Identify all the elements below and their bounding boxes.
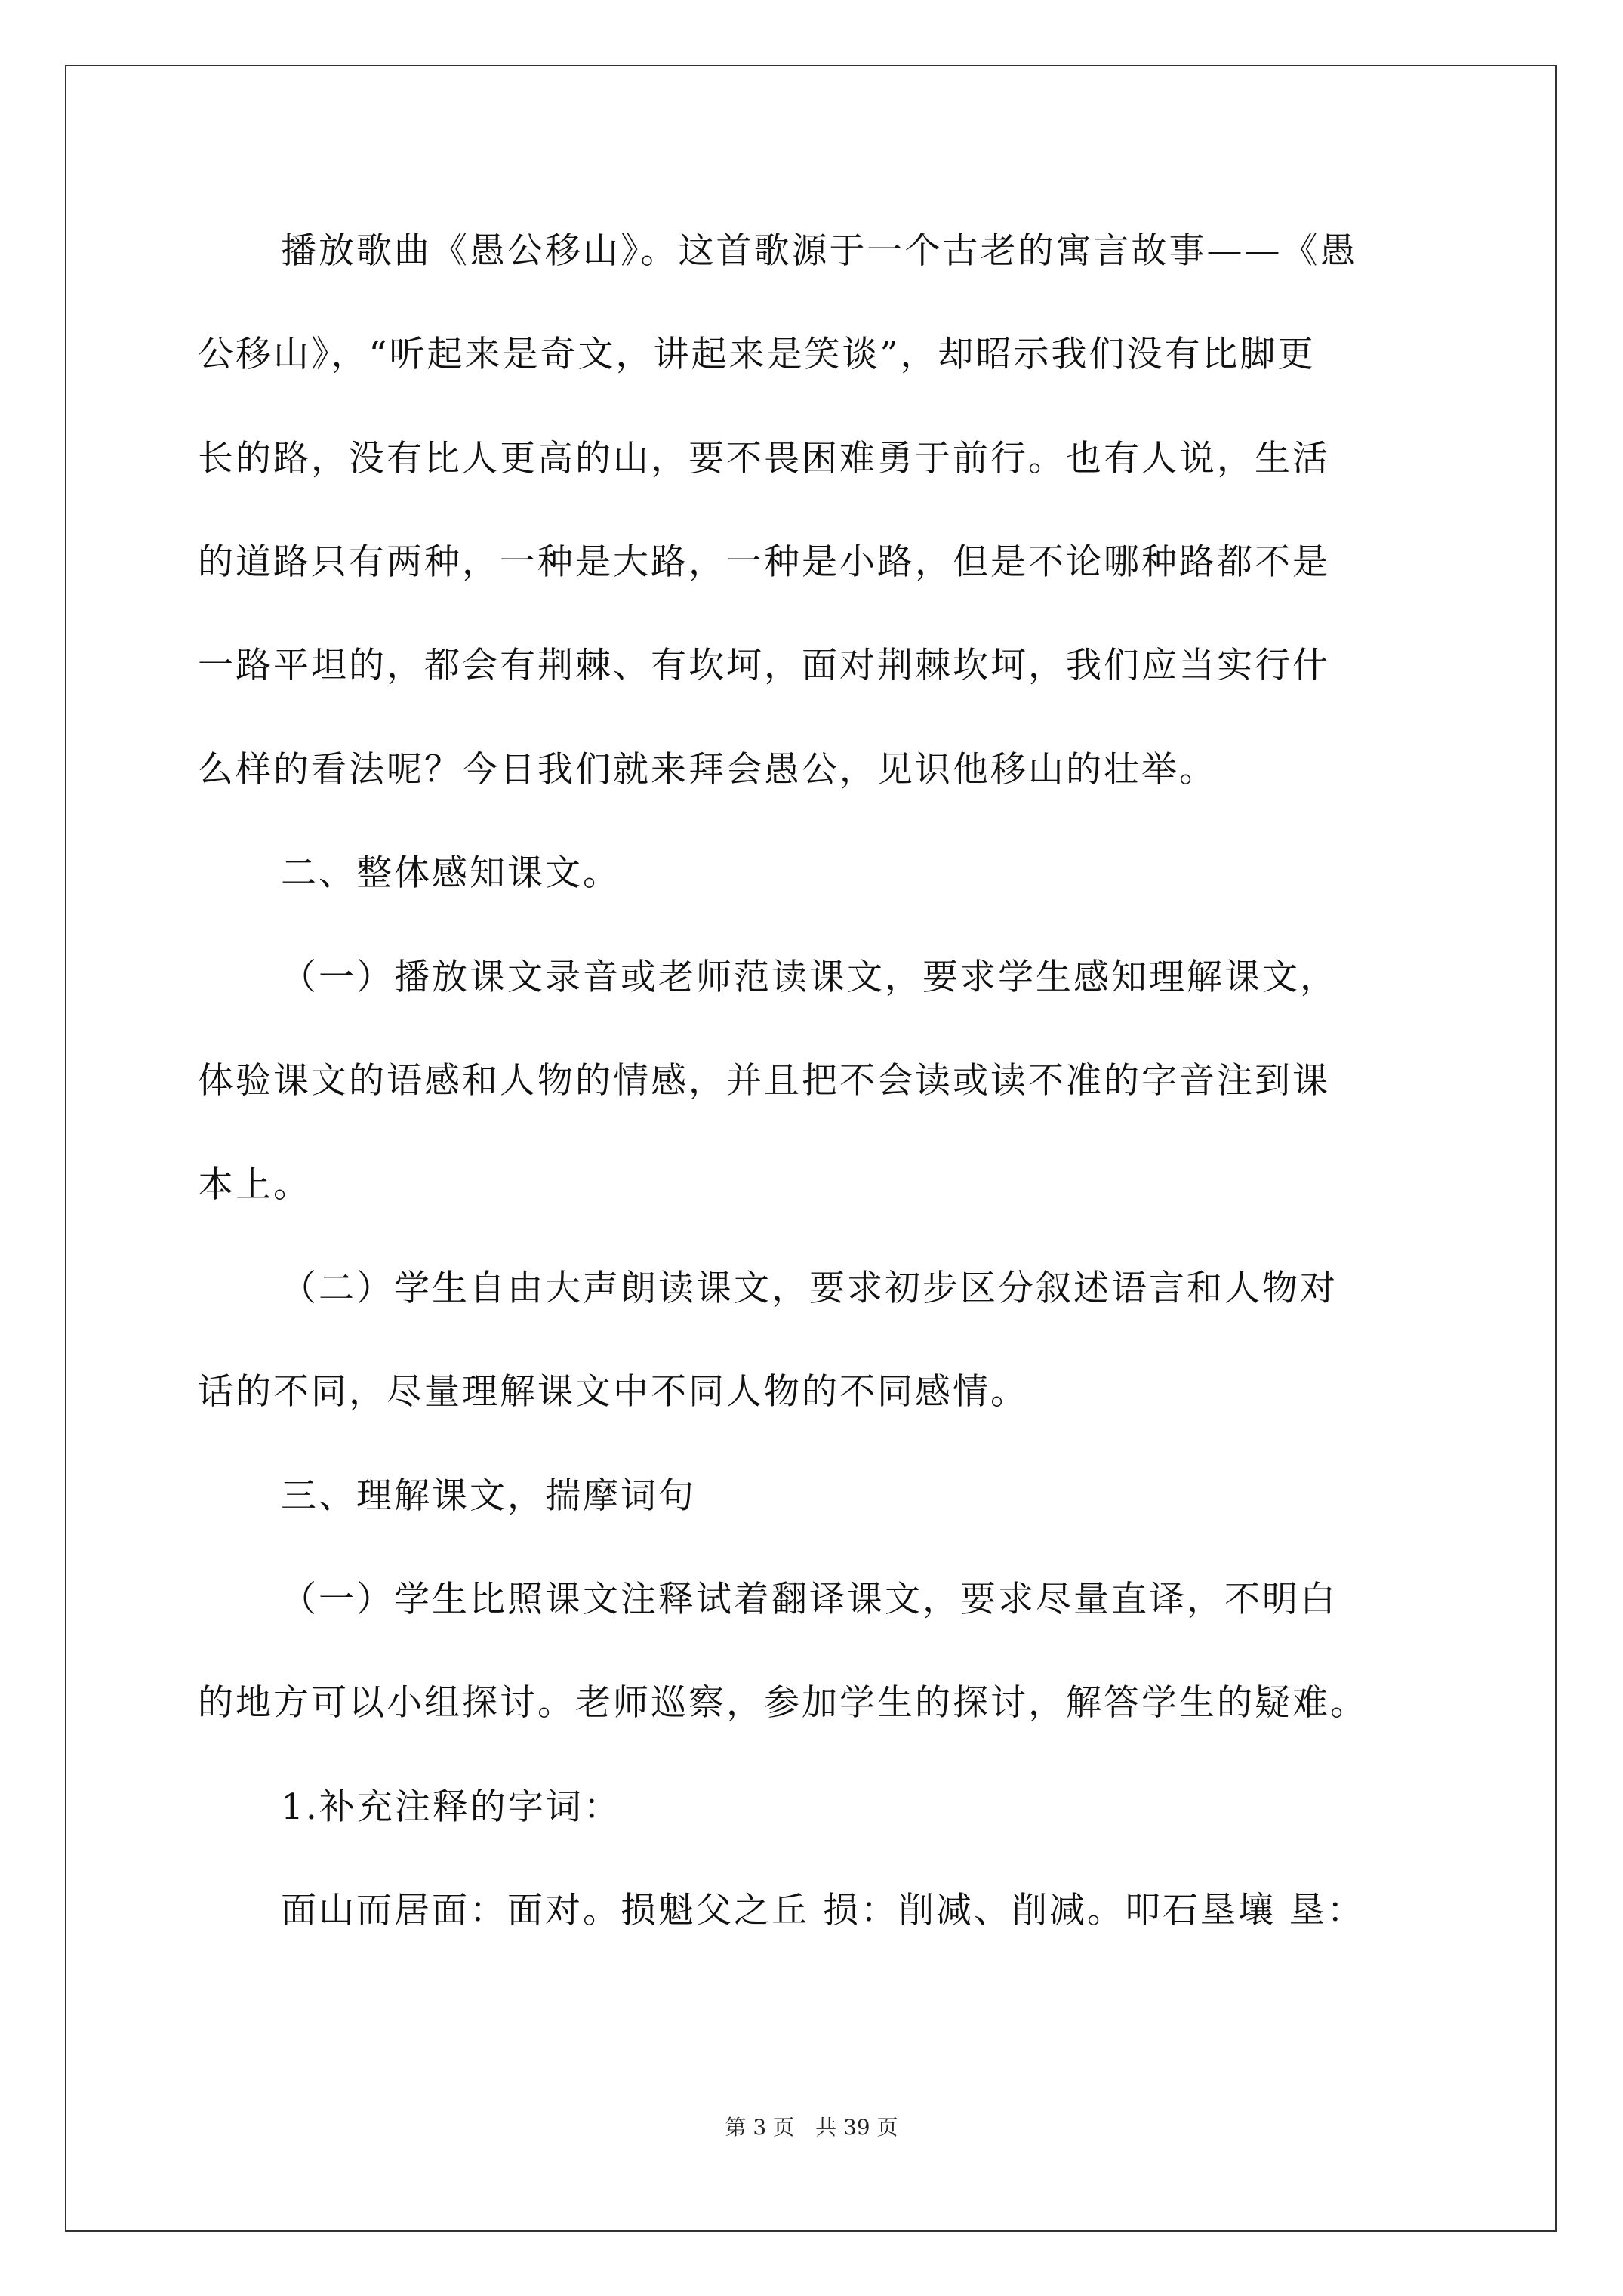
paragraph-line: 播放歌曲《愚公移山》。这首歌源于一个古老的寓言故事——《愚	[281, 230, 1358, 272]
paragraph-line: 公移山》，“听起来是奇文，讲起来是笑谈”，却昭示我们没有比脚更	[198, 334, 1316, 375]
paragraph-line: 一路平坦的，都会有荆棘、有坎坷，面对荆棘坎坷，我们应当实行什	[198, 645, 1330, 686]
paragraph-line: 体验课文的语感和人物的情感，并且把不会读或读不准的字音注到课	[198, 1060, 1330, 1102]
paragraph-line: 长的路，没有比人更高的山，要不畏困难勇于前行。也有人说，生活	[198, 438, 1330, 479]
list-heading: 1.补充注释的字词：	[281, 1786, 621, 1828]
paragraph-line: 话的不同，尽量理解课文中不同人物的不同感情。	[198, 1371, 1028, 1413]
paragraph-line: 的道路只有两种，一种是大路，一种是小路，但是不论哪种路都不是	[198, 541, 1330, 583]
paragraph-line: （一）播放课文录音或老师范读课文，要求学生感知理解课文，	[281, 957, 1338, 998]
paragraph-line: 的地方可以小组探讨。老师巡察，参加学生的探讨，解答学生的疑难。	[198, 1682, 1368, 1724]
paragraph-line: 么样的看法呢？今日我们就来拜会愚公，见识他移山的壮举。	[198, 749, 1217, 791]
paragraph-line: （二）学生自由大声朗读课文，要求初步区分叙述语言和人物对	[281, 1268, 1338, 1309]
paragraph-line: 本上。	[198, 1164, 311, 1206]
section-heading: 三、理解课文，揣摩词句	[281, 1475, 696, 1517]
section-heading: 二、整体感知课文。	[281, 852, 621, 894]
paragraph-line: 面山而居面：面对。损魁父之丘 损：削减、削减。叩石垦壤 垦：	[281, 1890, 1365, 1931]
paragraph-line: （一）学生比照课文注释试着翻译课文，要求尽量直译，不明白	[281, 1579, 1338, 1620]
page-number-footer: 第 3 页 共 39 页	[725, 2115, 898, 2140]
